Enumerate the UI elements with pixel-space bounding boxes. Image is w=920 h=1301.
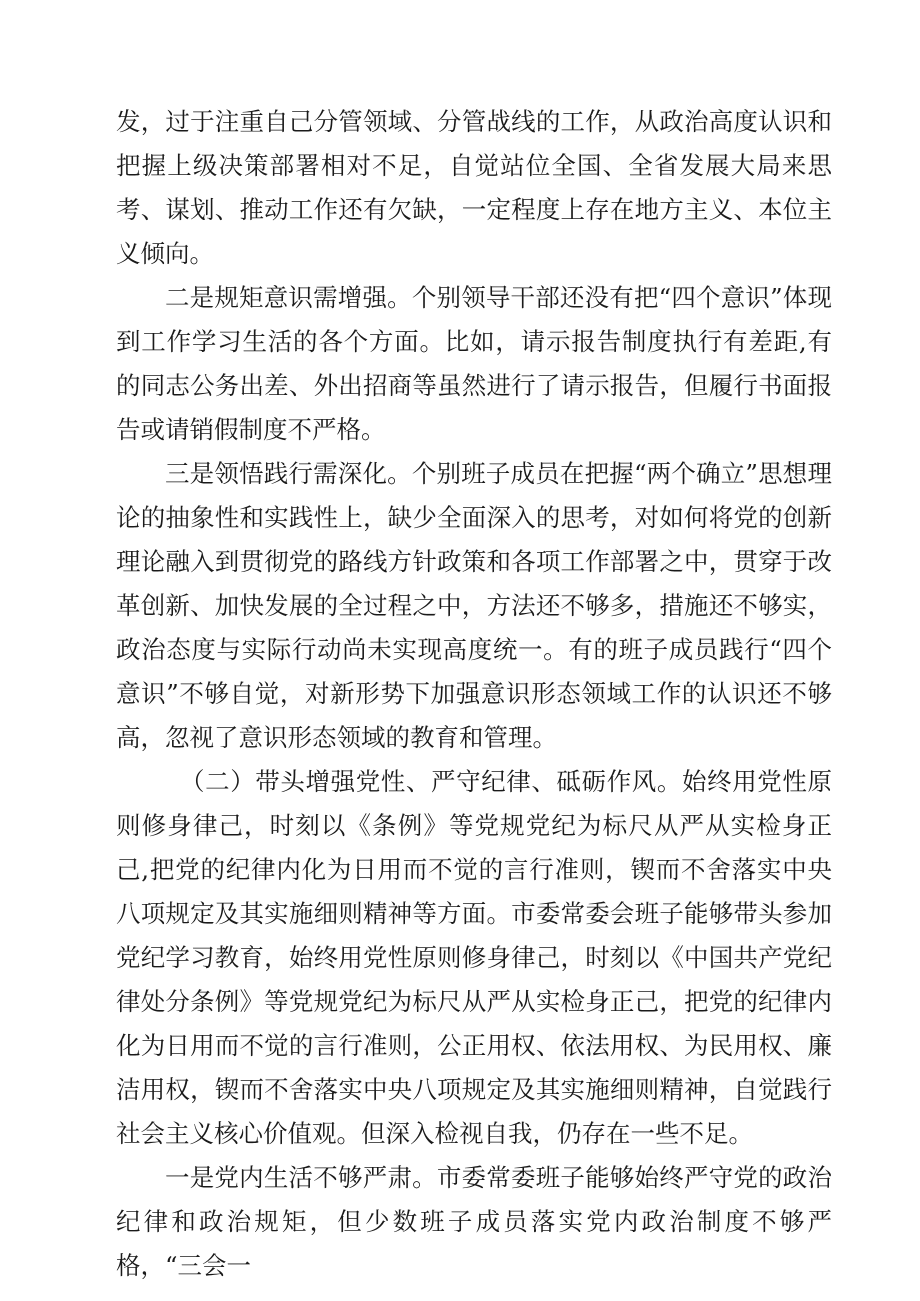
section-heading-paragraph: （二）带头增强党性、严守纪律、砥砺作风。始终用党性原则修身律己，时刻以《条例》等党规党纪为标尺从严从实检身正己,把党的纪律内化为日用而不觉的言行准则，锲而不舍落实中央八项规定及其实施细则精神等方面。市委常委会班子能够带头参加党纪学习教育，始终用党性原则修身律己，时刻以《中国共产党纪律处分条例》等党规党纪为标尺从严从实检身正己，把党的纪律内化为日用而不觉的言行准则，公正用权、依法用权、为民用权、廉洁用权，锲而不舍落实中央八项规定及其实施细则精神，自觉践行社会主义核心价值观。但深入检视自我，仍存在一些不足。 xyxy=(116,767,832,1148)
paragraph-rules-awareness: 二是规矩意识需增强。个别领导干部还没有把“四个意识”体现到工作学习生活的各个方面。比如，请示报告制度执行有差距,有的同志公务出差、外出招商等虽然进行了请示报告，但履行书面报告或请销假制度不严格。 xyxy=(116,283,832,444)
paragraph-party-life: 一是党内生活不够严肃。市委常委班子能够始终严守党的政治纪律和政治规矩，但少数班子成员落实党内政治制度不够严格，“三会一 xyxy=(116,1163,832,1280)
document-body xyxy=(116,100,832,1288)
paragraph-continuation: 发，过于注重自己分管领域、分管战线的工作，从政治高度认识和把握上级决策部署相对不足，自觉站位全国、全省发展大局来思考、谋划、推动工作还有欠缺，一定程度上存在地方主义、本位主义倾向。 xyxy=(116,107,832,268)
paragraph-understanding-practice: 三是领悟践行需深化。个别班子成员在把握“两个确立”思想理论的抽象性和实践性上，缺少全面深入的思考，对如何将党的创新理论融入到贯彻党的路线方针政策和各项工作部署之中，贯穿于改革创新、加快发展的全过程之中，方法还不够多，措施还不够实，政治态度与实际行动尚未实现高度统一。有的班子成员践行“四个意识”不够自觉，对新形势下加强意识形态领域工作的认识还不够高，忽视了意识形态领域的教育和管理。 xyxy=(116,459,832,752)
